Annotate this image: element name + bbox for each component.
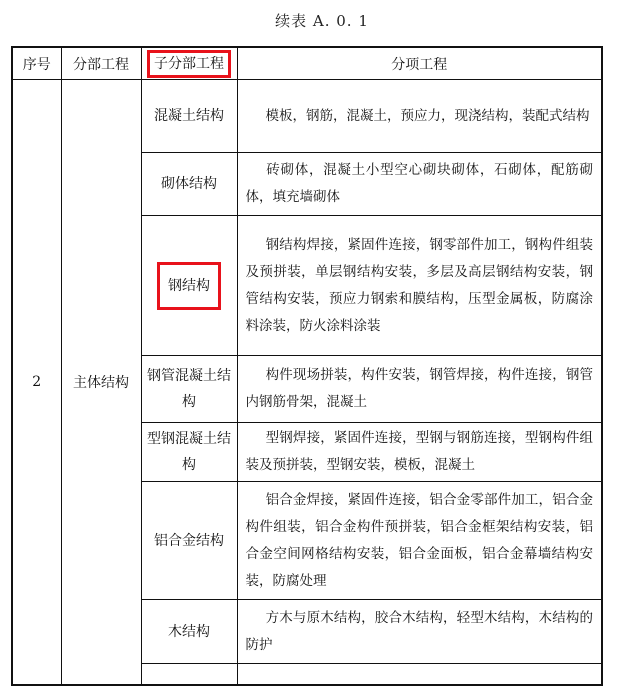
seq-cell: 2 xyxy=(12,80,61,686)
acceptance-table xyxy=(11,46,601,686)
division-cell: 主体结构 xyxy=(61,80,141,686)
header-division: 分部工程 xyxy=(61,47,141,80)
items-cell xyxy=(237,482,602,600)
subdivision-cell: 型钢混凝土结构 xyxy=(141,423,237,482)
header-items: 分项工程 xyxy=(237,47,602,80)
division-table xyxy=(11,46,603,686)
subdivision-cell: 钢管混凝土结构 xyxy=(141,356,237,423)
items-text: 砖砌体，混凝土小型空心砌块砌体，石砌体，配筋砌体，填充墙砌体 xyxy=(245,162,593,205)
items-cell xyxy=(237,423,602,482)
table-row xyxy=(12,80,602,153)
subdivision-cell: 木结构 xyxy=(141,600,237,664)
items-text: 方木与原木结构，胶合木结构，轻型木结构，木结构的防护 xyxy=(245,609,593,653)
items-cell xyxy=(237,80,602,153)
items-cell xyxy=(237,153,602,216)
header-seq: 序号 xyxy=(12,47,61,80)
subdivision-highlight: 钢结构 xyxy=(157,262,221,310)
items-text: 型钢焊接，紧固件连接，型钢与钢筋连接，型钢构件组装及预拼装，型钢安装，模板，混凝土 xyxy=(245,430,593,473)
subdivision-cell-empty xyxy=(141,664,237,686)
header-subdivision-highlight: 子分部工程 xyxy=(147,50,231,78)
items-cell xyxy=(237,600,602,664)
items-text: 铝合金焊接，紧固件连接，铝合金零部件加工，铝合金构件组装，铝合金构件预拼装，铝合金框架结构安装，铝合金空间网格结构安装，铝合金面板，铝合金幕墙结构安装，防腐处理 xyxy=(245,491,593,589)
subdivision-cell: 混凝土结构 xyxy=(141,80,237,153)
items-cell xyxy=(237,356,602,423)
items-text: 构件现场拼装，构件安装，钢管焊接，构件连接，钢管内钢筋骨架，混凝土 xyxy=(245,367,593,410)
items-text: 模板，钢筋，混凝土，预应力，现浇结构，装配式结构 xyxy=(265,107,590,124)
subdivision-cell: 铝合金结构 xyxy=(141,482,237,600)
table-caption: 续表 A. 0. 1 xyxy=(275,12,369,30)
items-text: 钢结构焊接，紧固件连接，钢零部件加工，钢构件组装及预拼装，单层钢结构安装，多层及高层钢结构安装，钢管结构安装，预应力钢索和膜结构，压型金属板，防腐涂料涂装，防火涂料涂装 xyxy=(245,236,593,334)
subdivision-cell xyxy=(141,216,237,356)
header-row xyxy=(12,47,602,80)
items-cell xyxy=(237,216,602,356)
subdivision-cell: 砌体结构 xyxy=(141,153,237,216)
header-subdivision xyxy=(141,47,237,80)
items-cell-empty xyxy=(237,664,602,686)
